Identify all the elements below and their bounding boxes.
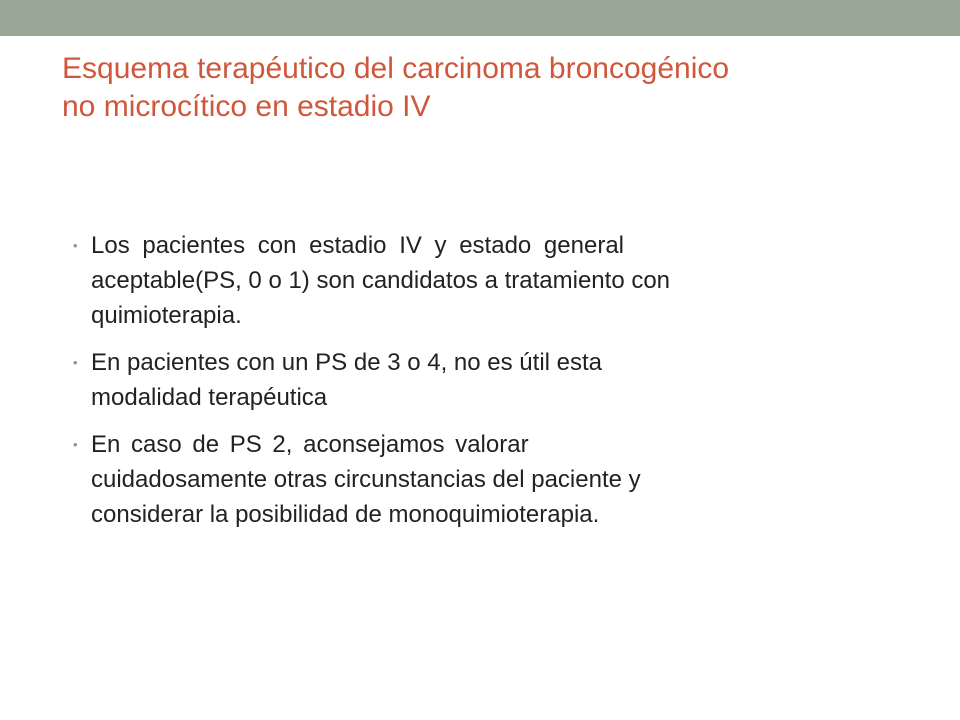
top-accent-bar: [0, 0, 960, 36]
bullet-line: En caso de PS 2, aconsejamos valorar: [91, 431, 529, 458]
bullet-line: quimioterapia.: [91, 302, 242, 329]
slide-title-line: no microcítico en estadio IV: [62, 90, 431, 123]
slide-title: [62, 50, 902, 126]
bullet-dot-icon: •: [73, 238, 78, 253]
bullet-line: En pacientes con un PS de 3 o 4, no es útil esta: [91, 349, 603, 376]
bullet-item: [71, 345, 881, 415]
bullet-line: modalidad terapéutica: [91, 384, 328, 411]
bullet-dot-icon: •: [73, 355, 78, 370]
bullet-text: [91, 228, 881, 333]
bullet-line: cuidadosamente otras circunstancias del paciente y: [91, 466, 641, 493]
bullet-line: considerar la posibilidad de monoquimioterapia.: [91, 501, 600, 528]
slide-title-line: Esquema terapéutico del carcinoma broncogénico: [62, 52, 730, 85]
bullet-item: [71, 427, 881, 532]
bullet-text: [91, 345, 881, 415]
bullet-line: Los pacientes con estadio IV y estado general: [91, 232, 624, 259]
bullet-text: [91, 427, 881, 532]
bullet-list: [71, 228, 881, 544]
bullet-dot-icon: •: [73, 437, 78, 452]
bullet-item: [71, 228, 881, 333]
bullet-line: aceptable(PS, 0 o 1) son candidatos a tratamiento con: [91, 267, 671, 294]
